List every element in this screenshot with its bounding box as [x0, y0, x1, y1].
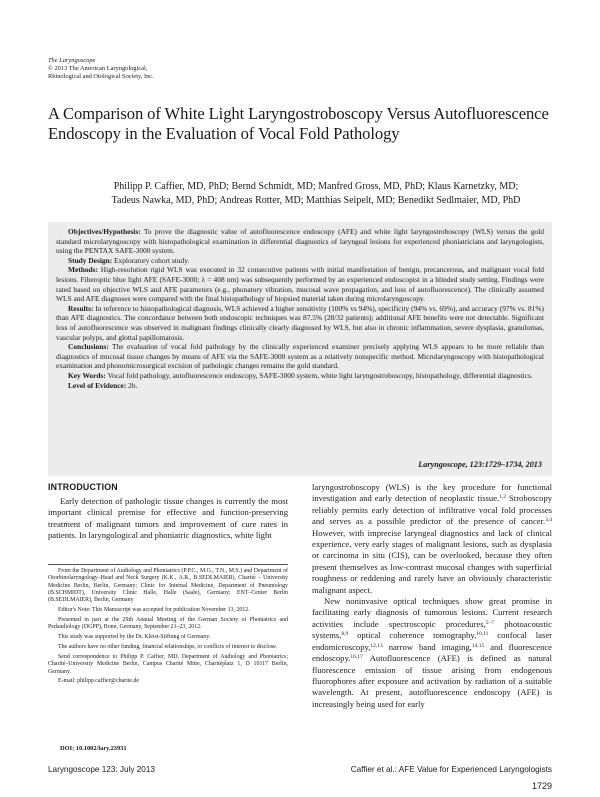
footnotes: [48, 564, 288, 688]
results-label: Results:: [68, 303, 94, 313]
keywords-label: Key Words:: [68, 370, 106, 380]
footer-journal-issue: Laryngoscope 123: July 2013: [48, 765, 155, 774]
text-run: laryngostroboscopy (WLS) is the key procedure for functional investigation and early detection of neoplastic tissue.: [312, 482, 552, 504]
journal-name: The Laryngoscope: [48, 57, 96, 64]
doi: DOI: 10.1002/lary.23931: [60, 745, 127, 752]
text-run: photoacoustic systems,: [312, 618, 552, 641]
left-column: [48, 482, 288, 542]
objectives-label: Objectives/Hypothesis:: [68, 227, 141, 236]
footnote-presented: Presented in part at the 29th Annual Meeting of the German Society of Phoniatrics and Pedaudiology (DGPP), Bonn, Germany, September 21–23, 2012.: [48, 616, 288, 631]
footnote-conflicts: The authors have no other funding, financial relationships, or conflicts of interest to disclose.: [58, 644, 278, 651]
objectives-text: To prove the diagnostic value of autofluorescence endoscopy (AFE) and white light laryngostroboscopy (WLS) versus the gold standard microlaryngoscopy with histopathological examination in differential diagnostics of laryngeal lesions for experienced phoniatricians and laryngologists, using the PENTAX SAFE-3000 system.: [56, 227, 544, 256]
article-title: A Comparison of White Light Laryngostroboscopy Versus Autofluorescence Endoscopy in the Evaluation of Vocal Fold Pathology: [48, 104, 549, 143]
copyright-line: © 2013 The American Laryngological,: [48, 65, 148, 72]
abstract-results: [56, 304, 544, 342]
design-text: Exploratory cohort study.: [114, 255, 190, 265]
footnote-editor-note: Editor's Note: This Manuscript was accepted for publication November 13, 2012.: [58, 607, 250, 614]
evidence-text: 2b.: [128, 380, 138, 390]
abstract-evidence: [56, 381, 544, 391]
reference-superscript: 5–7: [485, 619, 494, 626]
abstract-objectives: [56, 227, 544, 256]
author-line-1: Philipp P. Caffier, MD, PhD; Bernd Schmidt, MD; Manfred Gross, MD, PhD; Klaus Karnetzky, MD;: [113, 181, 519, 192]
reference-superscript: 12,13: [370, 642, 383, 649]
abstract-keywords: [56, 371, 544, 381]
results-text: In reference to histopathological diagnosis, WLS achieved a higher sensitivity (100% vs 94%), specificity (94% vs. 69%), and accuracy (97% vs. 81%) than AFE diagnostics. The concordance between both endoscopic techniques was 87.5% (28/32 patients); additional AFE benefits were not detectable. Significant loss of autofluorescence was observed in malignant findings clinically clearly diagnosed by WLS, but also in chronic inflammation, severe dysplasia, granulomas, vascular polyps, and glottal papillomatosis.: [56, 303, 544, 342]
footnote-correspondence: Send correspondence to Philipp P. Caffier, MD, Department of Audiology and Phoniatrics; Charité–University Medicine Berlin, Campus Charité Mitte, Charitéplatz 1, D 10117 Berlin, Germany.: [48, 653, 288, 675]
body-paragraph-3: [312, 596, 552, 710]
section-heading-introduction: INTRODUCTION: [48, 482, 118, 492]
reference-superscript: 16,17: [350, 654, 363, 661]
conclusions-label: Conclusions:: [68, 342, 109, 352]
body-paragraph-2: [312, 482, 552, 596]
abstract: [48, 222, 552, 476]
keywords-text: Vocal fold pathology, autofluorescence endoscopy, SAFE-3000 system, white light laryngostroboscopy, histopathology, differential diagnostics.: [107, 370, 533, 380]
text-run: confocal laser endomicroscopy,: [312, 630, 552, 652]
reference-superscript: 1,2: [499, 494, 507, 501]
right-column: [312, 482, 552, 710]
abstract-conclusions: [56, 342, 544, 371]
methods-label: Methods:: [68, 265, 98, 275]
text-run: Stroboscopy reliably permits early detection of infiltrative vocal fold processes and serves as a possible predictor of the presence of cancer.: [312, 493, 552, 527]
reference-superscript: 10,11: [476, 631, 489, 638]
society-line: Rhinological and Otological Society, Inc.: [48, 73, 154, 80]
footnote-affiliations: From the Department of Audiology and Phoniatrics (P.P.C., M.G., T.N., M.S.) and Department of Otorhinolaryngology–Head and Neck Surgery (K.K., A.R., B.SEDLMAIER), Charité – University Medicine Berlin, Berlin, Germany; Clinic for Internal Medicine, Department of Pneumology (B.SCHMIDT), University Clinic Halle, Halle (Saale), Germany; ENT–Center Berlin (B.SEDLMAIER), Berlin, Germany: [48, 568, 288, 604]
footer-running-title: Caffier et al.: AFE Value for Experienced Laryngologists: [350, 765, 552, 774]
text-run: However, with imprecise laryngeal diagnostics and lack of clinical experience, very early stages of malignant lesions, such as dysplasia or carcinoma in situ (CIS), can be overlooked, because they often present themselves as low-contrast mucosal changes with superficial roughness or reddening and rarely have an obviously characteristic malignant aspect.: [312, 527, 552, 595]
methods-text: High-resolution rigid WLS was executed in 32 consecutive patients with initial manifestation of benign, precancerous, and malignant vocal fold lesions. Fiberoptic blue light AFE (SAFE-3000; λ = 408 nm) was subsequently performed by an experienced endoscopist in a blinded study setting. Findings were rated based on objective WLS and AFE parameters (e.g., phonatory vibration, mucosal wave propagation, and loss of autofluorescence). The clinically assumed WLS and AFE diagnoses were compared with the final histopathology of biopsied material taken during microlaryngoscopy.: [56, 265, 544, 304]
text-run: optical coherence tomography,: [348, 630, 477, 641]
reference-superscript: 14,15: [471, 642, 485, 649]
abstract-methods: [56, 265, 544, 303]
author-line-2: Tadeus Nawka, MD, PhD; Andreas Rotter, MD; Matthias Seipelt, MD; Benedikt Sedlmaier, MD, PhD: [111, 195, 521, 206]
footnote-funding: This study was supported by the Dr. Kleist-Stiftung of Germany.: [58, 634, 211, 641]
publisher-info: [48, 57, 248, 81]
reference-superscript: 3,4: [545, 517, 552, 524]
page-number: 1729: [531, 781, 552, 791]
conclusions-text: The evaluation of vocal fold pathology by the clinically experienced examiner precisely applying WLS appears to be more reliable than diagnostics of mucosal tissue changes by means of AFE via the SAFE-3000 system as a relatively nonspecific method. Microlaryngoscopy with histopathological examination and phonomicrosurgical excision of pathologic changes remains the gold standard.: [56, 342, 544, 371]
evidence-label: Level of Evidence:: [68, 380, 127, 390]
design-label: Study Design:: [68, 255, 113, 265]
text-run: Autofluorescence (AFE) is defined as natural fluorescence emission of tissue arising from endogenous fluorophores after exposure and activation by radiation of a suitable wavelength. At present, autofluorescence endoscopy (AFE) is increasingly being used for early: [312, 653, 552, 709]
footnote-email: E-mail: philipp.caffier@charite.de: [58, 678, 140, 685]
abstract-design: [56, 256, 544, 266]
reference-superscript: 8,9: [341, 631, 349, 638]
intro-paragraph-1: Early detection of pathologic tissue changes is currently the most important clinical premise for effective and function-preserving treatment of malignant tumors and improvement of cure rates in patients. In laryngological and phoniatric diagnostics, white light: [48, 496, 288, 541]
citation: Laryngoscope, 123:1729–1734, 2013: [418, 460, 542, 470]
text-run: and fluorescence endoscopy.: [312, 641, 552, 664]
author-list: [66, 180, 566, 208]
text-run: New noninvasive optical techniques show great promise in facilitating early diagnosis of tumorous lesions. Current research activities include spectroscopic procedures,: [312, 596, 552, 629]
text-run: narrow band imaging,: [382, 641, 472, 652]
